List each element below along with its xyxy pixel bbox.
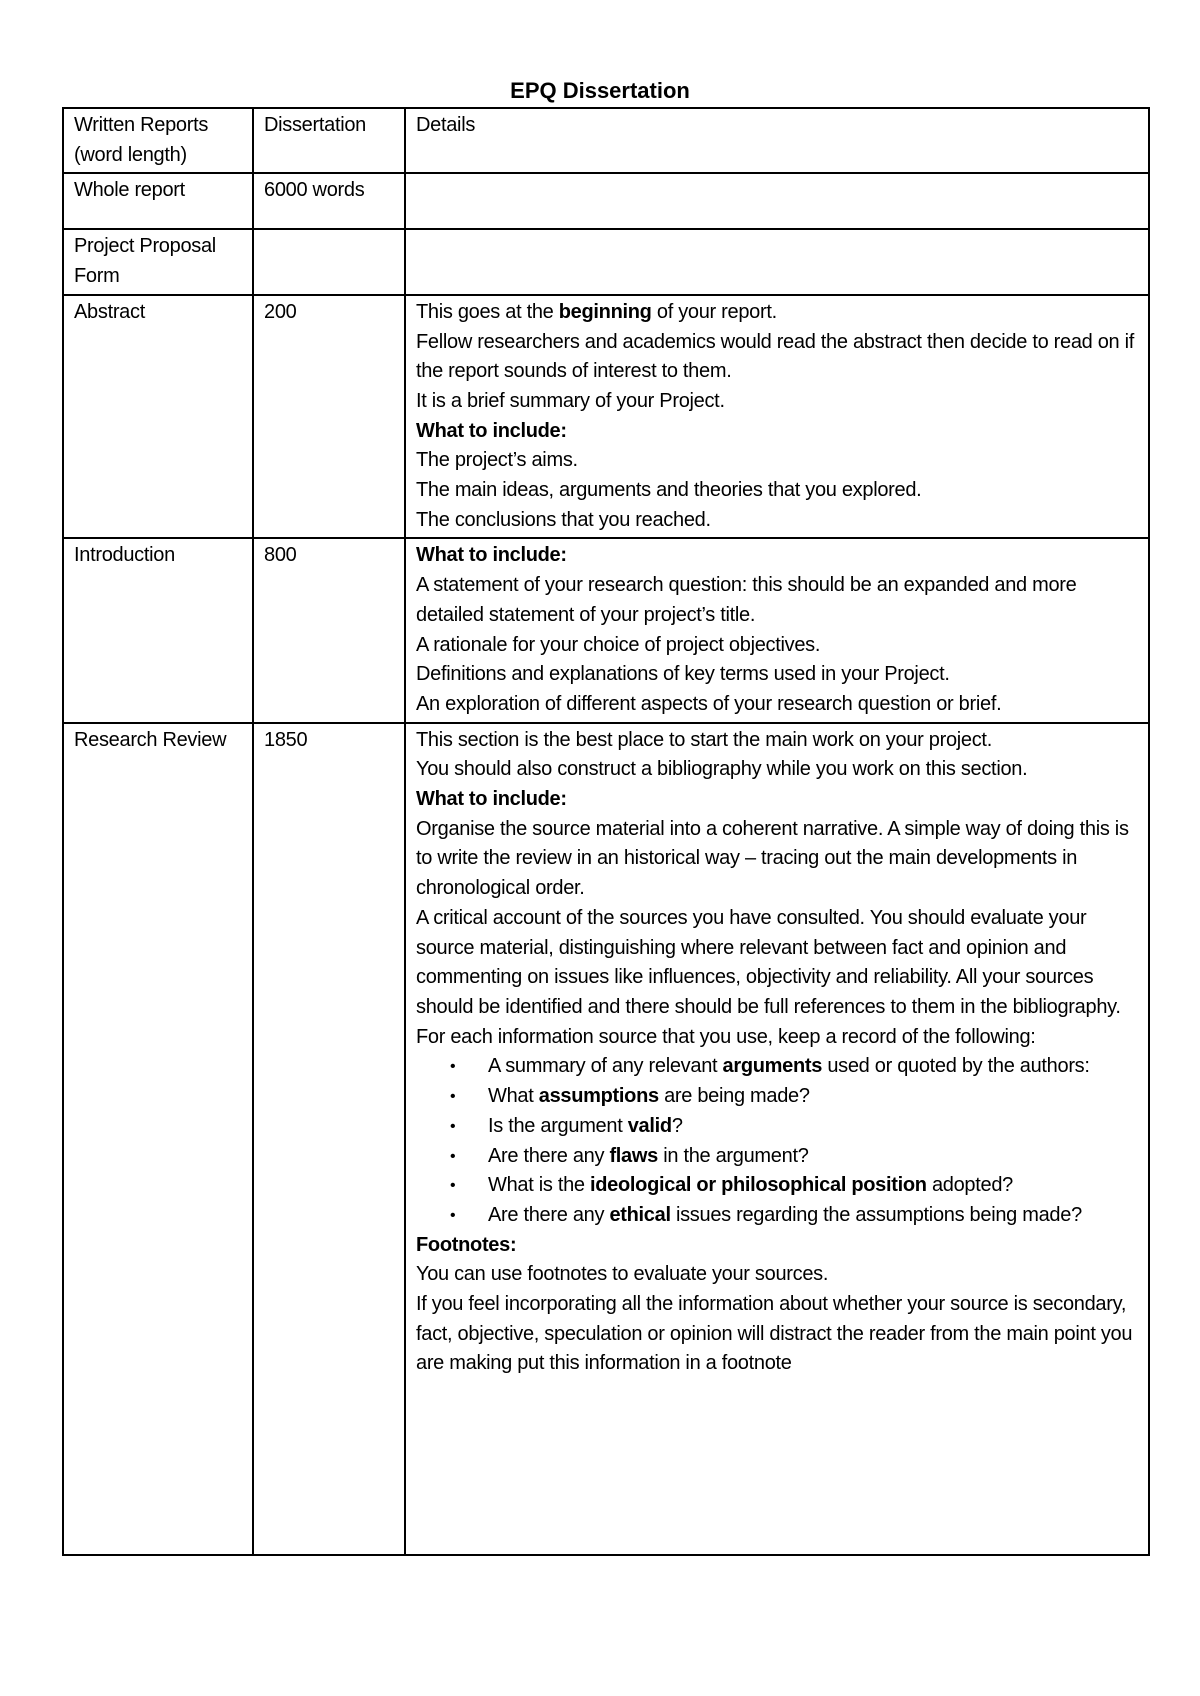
table-row-introduction (63, 538, 1149, 722)
details-line: A statement of your research question: this should be an expanded and more detailed statement of your project’s title. (416, 574, 1077, 626)
details-cell (405, 295, 1149, 539)
emphasis-text: beginning (558, 300, 652, 323)
details-line: The conclusions that you reached. (416, 508, 711, 531)
text-run: in the argument? (657, 1144, 809, 1167)
details-line: Fellow researchers and academics would read the abstract then decide to read on if the report sounds of interest to them. (416, 330, 1135, 383)
page-title: EPQ Dissertation (510, 78, 690, 103)
text-run: issues regarding the assumptions being made? (670, 1203, 1082, 1226)
details-line: Definitions and explanations of key terms used in your Project. (416, 663, 950, 686)
text-run: adopted? (926, 1174, 1013, 1197)
include-heading: What to include: (416, 788, 567, 811)
emphasis-text: ideological or philosophical position (590, 1174, 927, 1197)
details-line: A critical account of the sources you have consulted. You should evaluate your source material, distinguishing where relevant between fact and opinion and commenting on issues like influences, objectivity and reliability. All your sources should be identified and there should be full references to them in the bibliography. (416, 906, 1121, 1018)
section-name: Abstract (63, 295, 253, 539)
details-line: For each information source that you use, keep a record of the following: (416, 1025, 1036, 1048)
word-count: 800 (253, 538, 405, 722)
details-cell (405, 538, 1149, 722)
emphasis-text: flaws (609, 1144, 658, 1167)
list-item (488, 1171, 1138, 1201)
word-count: 1850 (253, 723, 405, 1555)
details-line: You should also construct a bibliography while you work on this section. (416, 758, 1028, 781)
details-cell (405, 723, 1149, 1555)
text-run: ? (671, 1114, 683, 1137)
details-cell (405, 173, 1149, 229)
emphasis-text: valid (627, 1114, 672, 1137)
details-line: Organise the source material into a coherent narrative. A simple way of doing this is to write the review in an historical way – tracing out the main developments in chronological order. (416, 817, 1129, 900)
details-line: The main ideas, arguments and theories that you explored. (416, 479, 922, 502)
text-run: of your report. (651, 300, 777, 323)
details-line: If you feel incorporating all the information about whether your source is secondary, fact, objective, speculation or opinion will distract the reader from the main point you are making put this information in a footnote (416, 1293, 1133, 1375)
details-line: A rationale for your choice of project objectives. (416, 633, 821, 656)
include-heading: What to include: (416, 419, 567, 442)
footnotes-heading: Footnotes: (416, 1233, 517, 1256)
details-line: You can use footnotes to evaluate your sources. (416, 1263, 829, 1286)
text-run: used or quoted by the authors: (822, 1055, 1090, 1078)
include-heading: What to include: (416, 544, 567, 567)
text-run: What is the (488, 1174, 590, 1197)
section-name: Research Review (63, 723, 253, 1555)
text-run: are being made? (658, 1085, 810, 1108)
table-row-whole-report (63, 173, 1149, 229)
details-line: This section is the best place to start the main work on your project. (416, 728, 992, 751)
text-run: What (488, 1085, 539, 1108)
header-dissertation: Dissertation (253, 108, 405, 173)
text-run: A summary of any relevant (488, 1055, 723, 1078)
header-details: Details (405, 108, 1149, 173)
dissertation-table (62, 107, 1150, 1556)
emphasis-text: arguments (722, 1055, 823, 1078)
question-bullet-list (416, 1052, 1138, 1230)
word-count (253, 229, 405, 294)
list-item (488, 1052, 1138, 1082)
table-row-research-review (63, 723, 1149, 1555)
text-run: Are there any (488, 1144, 610, 1167)
details-line: It is a brief summary of your Project. (416, 389, 725, 412)
list-item (488, 1112, 1138, 1142)
details-line: An exploration of different aspects of your research question or brief. (416, 692, 1002, 715)
text-run: This goes at the (416, 300, 559, 323)
emphasis-text: ethical (609, 1203, 671, 1226)
table-row-project-proposal (63, 229, 1149, 294)
details-line (416, 298, 1138, 328)
table-header-row (63, 108, 1149, 173)
details-cell (405, 229, 1149, 294)
list-item (488, 1201, 1138, 1231)
word-count: 6000 words (253, 173, 405, 229)
list-item (488, 1082, 1138, 1112)
emphasis-text: assumptions (538, 1085, 659, 1108)
list-item (488, 1142, 1138, 1172)
section-name: Whole report (63, 173, 253, 229)
details-line: The project’s aims. (416, 449, 578, 472)
header-written-reports: Written Reports (word length) (63, 108, 253, 173)
section-name: Introduction (63, 538, 253, 722)
table-row-abstract (63, 295, 1149, 539)
section-name: Project Proposal Form (63, 229, 253, 294)
word-count: 200 (253, 295, 405, 539)
text-run: Are there any (488, 1203, 610, 1226)
text-run: Is the argument (488, 1114, 628, 1137)
